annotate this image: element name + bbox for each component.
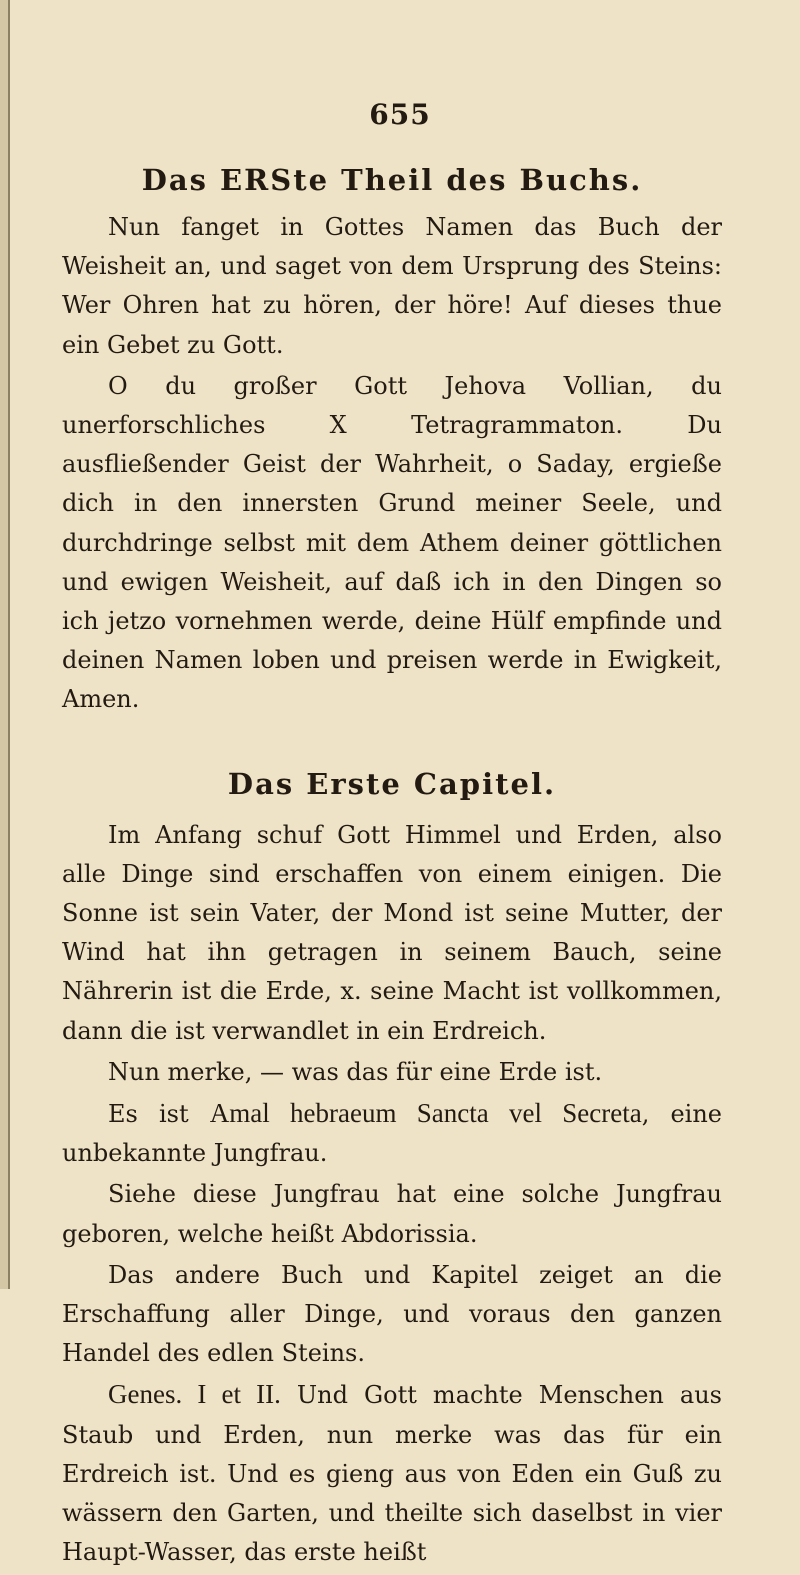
amal-paragraph <box>62 1094 722 1173</box>
genesis-reference: Genes. I et II. <box>108 1379 281 1410</box>
prayer-paragraph: O du großer Gott Jehova Vollian, du unerforschliches X Tetragrammaton. Du ausfließender Geist der Wahrheit, o Saday, ergieße dich in den innersten Grund meiner Seele, und durchdringe selbst mit dem Athem deiner göttlichen und ewigen Weisheit, auf daß ich in den Dingen so ich jetzo vornehmen werde, deine Hülf empfinde und deinen Namen loben und preisen werde in Ewigkeit, Amen. <box>62 371 722 714</box>
chapter-heading: Das Erste Capitel. <box>227 766 557 801</box>
intro-paragraph: Nun fanget in Gottes Namen das Buch der Weisheit an, und saget von dem Ursprung des Steins: Wer Ohren hat zu hören, der höre! Auf dieses thue ein Gebet zu Gott. <box>62 213 722 359</box>
earth-paragraph: Nun merke, — was das für eine Erde ist. <box>108 1057 603 1086</box>
virgin-paragraph: Siehe diese Jungfrau hat eine solche Jungfrau geboren, welche heißt Abdorissia. <box>62 1180 722 1248</box>
genesis-paragraph <box>62 1375 722 1572</box>
amal-paragraph-tail: , eine unbekannte Jungfrau. <box>62 1100 723 1168</box>
text-column <box>62 160 722 1575</box>
creation-paragraph: Im Anfang schuf Gott Himmel und Erden, also alle Dinge sind erschaffen von einem einigen. Die Sonne ist sein Vater, der Mond ist seine Mutter, der Wind hat ihn getragen in seinem Bauch, seine Nährerin ist die Erde, x. seine Macht ist vollkommen, dann die ist verwandlet in ein Erdreich. <box>62 820 722 1045</box>
part-heading: Das ERSte Theil des Buchs. <box>141 163 643 197</box>
amal-paragraph-lead: Es ist <box>108 1100 210 1129</box>
genesis-paragraph-text: Und Gott machte Menschen aus Staub und Erden, nun merke was das für ein Erdreich ist. Und es gieng aus von Eden ein Guß zu wässern den Garten, und theilte sich daselbst in vier Haupt-Wasser, das erste heißt <box>62 1381 722 1567</box>
second-book-paragraph: Das andere Buch und Kapitel zeiget an die Erschaffung aller Dinge, und voraus den ganzen Handel des edlen Steins. <box>62 1260 722 1368</box>
latin-phrase: Amal hebraeum Sancta vel Secreta <box>209 1098 642 1129</box>
page-number: 655 <box>369 98 431 131</box>
page-spine-edge <box>0 0 10 1289</box>
